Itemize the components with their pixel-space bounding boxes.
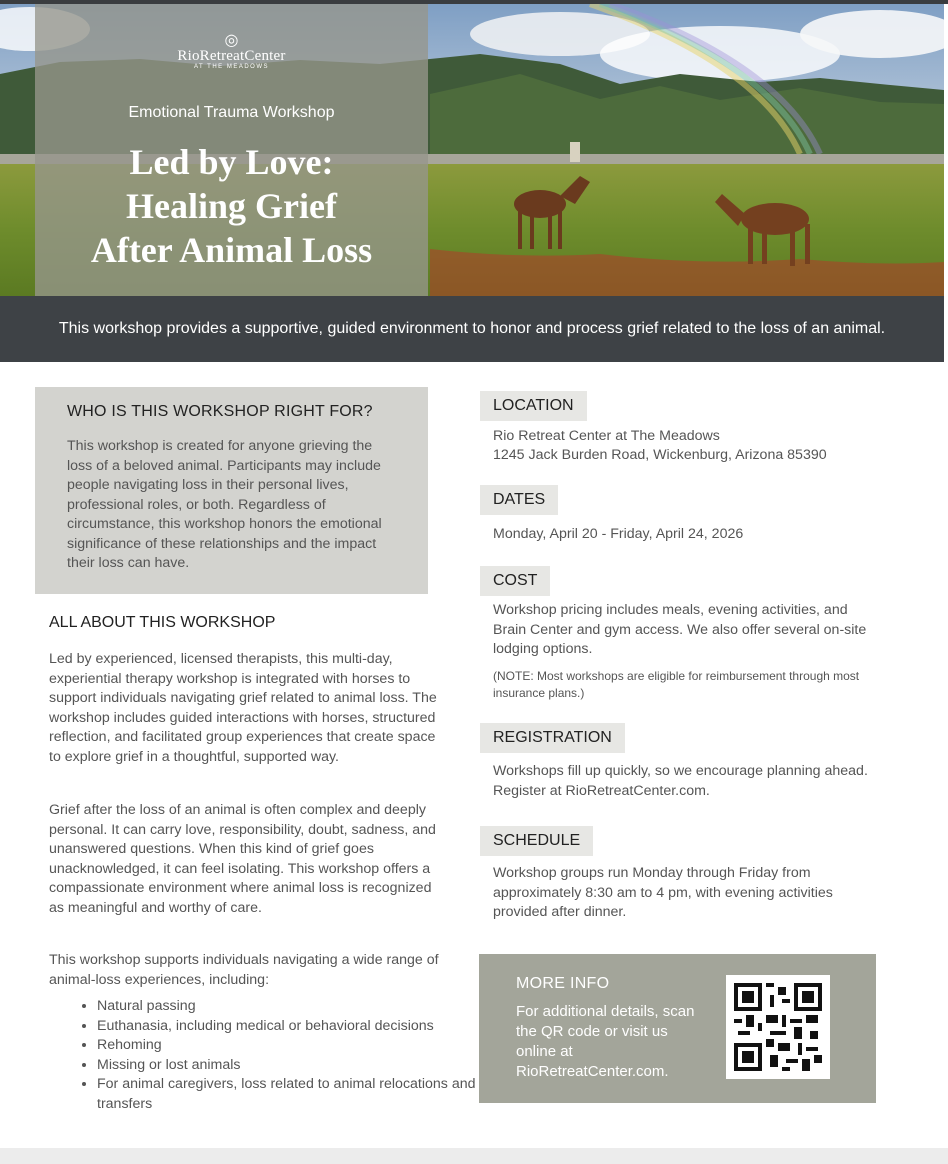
about-paragraph-2: Grief after the loss of an animal is often complex and deeply personal. It can carry love, responsibility, doubt, sadness, and unanswered questions. When this kind of grief goes unacknowledged, it can feel isolating. This workshop offers a compassionate environment where animal loss is recognized as meaningful and worthy of care. xyxy=(49,802,436,916)
page-title xyxy=(35,140,428,272)
more-info-text: For additional details, scan the QR code or visit us online at RioRetreatCenter.com. xyxy=(516,1003,695,1080)
schedule-text: Workshop groups run Monday through Friday from approximately 8:30 am to 4 pm, with evening activities provided after dinner. xyxy=(493,865,833,920)
workshop-category: Emotional Trauma Workshop xyxy=(128,104,335,121)
about-paragraph-3: This workshop supports individuals navigating a wide range of animal-loss experiences, including: xyxy=(49,952,439,988)
cost-note: (NOTE: Most workshops are eligible for reimbursement through most insurance plans.) xyxy=(493,669,860,700)
list-item: • Euthanasia, including medical or behavioral decisions xyxy=(97,1017,497,1037)
who-section xyxy=(35,387,428,594)
list-item: • Natural passing xyxy=(97,997,497,1017)
schedule-label: SCHEDULE xyxy=(480,826,593,856)
title-panel xyxy=(35,4,428,296)
location-label: LOCATION xyxy=(480,391,587,421)
logo-subtitle: AT THE MEADOWS xyxy=(193,64,269,70)
title-line-2: Healing Grief xyxy=(126,186,337,226)
about-paragraph-1: Led by experienced, licensed therapists, this multi-day, experiential therapy workshop is integrated with horses to support individuals navigating grief related to animal loss. The workshop includes guided interactions with horses, structured reflection, and facilitated group experiences that create space to explore grief in a thoughtful, supported way. xyxy=(49,651,437,765)
cost-label: COST xyxy=(480,566,550,596)
loss-experiences-list xyxy=(77,997,497,1114)
title-line-3: After Animal Loss xyxy=(90,230,373,270)
who-text: This workshop is created for anyone grieving the loss of a beloved animal. Participants may include people navigating loss in their personal lives, professional roles, or both. Regardless of circumstance, this workshop honors the emotional significance of these relationships and the impact their loss can have. xyxy=(67,438,382,571)
brand-logo xyxy=(35,34,428,70)
list-item: • Missing or lost animals xyxy=(97,1056,497,1076)
dates-label: DATES xyxy=(480,485,558,515)
qr-code-icon[interactable] xyxy=(726,975,830,1079)
registration-label: REGISTRATION xyxy=(480,723,625,753)
more-info-box xyxy=(479,954,876,1103)
registration-text: Workshops fill up quickly, so we encourage planning ahead. Register at RioRetreatCenter.com. xyxy=(493,763,868,799)
intro-banner: This workshop provides a supportive, guided environment to honor and process grief related to the loss of an animal. xyxy=(0,296,944,362)
who-heading: WHO IS THIS WORKSHOP RIGHT FOR? xyxy=(67,403,373,420)
list-item: • Rehoming xyxy=(97,1036,497,1056)
list-item: • For animal caregivers, loss related to animal relocations and transfers xyxy=(97,1075,497,1114)
location-address: 1245 Jack Burden Road, Wickenburg, Arizona 85390 xyxy=(493,447,827,463)
more-info-heading: MORE INFO xyxy=(516,975,610,992)
bottom-border xyxy=(0,1148,948,1164)
dates-text: Monday, April 20 - Friday, April 24, 2026 xyxy=(493,526,744,542)
logo-swirl-icon: ◎ xyxy=(224,32,239,49)
logo-name: RioRetreatCenter xyxy=(177,48,286,64)
location-name: Rio Retreat Center at The Meadows xyxy=(493,428,720,444)
cost-text: Workshop pricing includes meals, evening activities, and Brain Center and gym access. We also offer several on-site lodging options. xyxy=(493,602,867,657)
about-heading: ALL ABOUT THIS WORKSHOP xyxy=(49,614,276,631)
title-line-1: Led by Love: xyxy=(129,142,334,182)
